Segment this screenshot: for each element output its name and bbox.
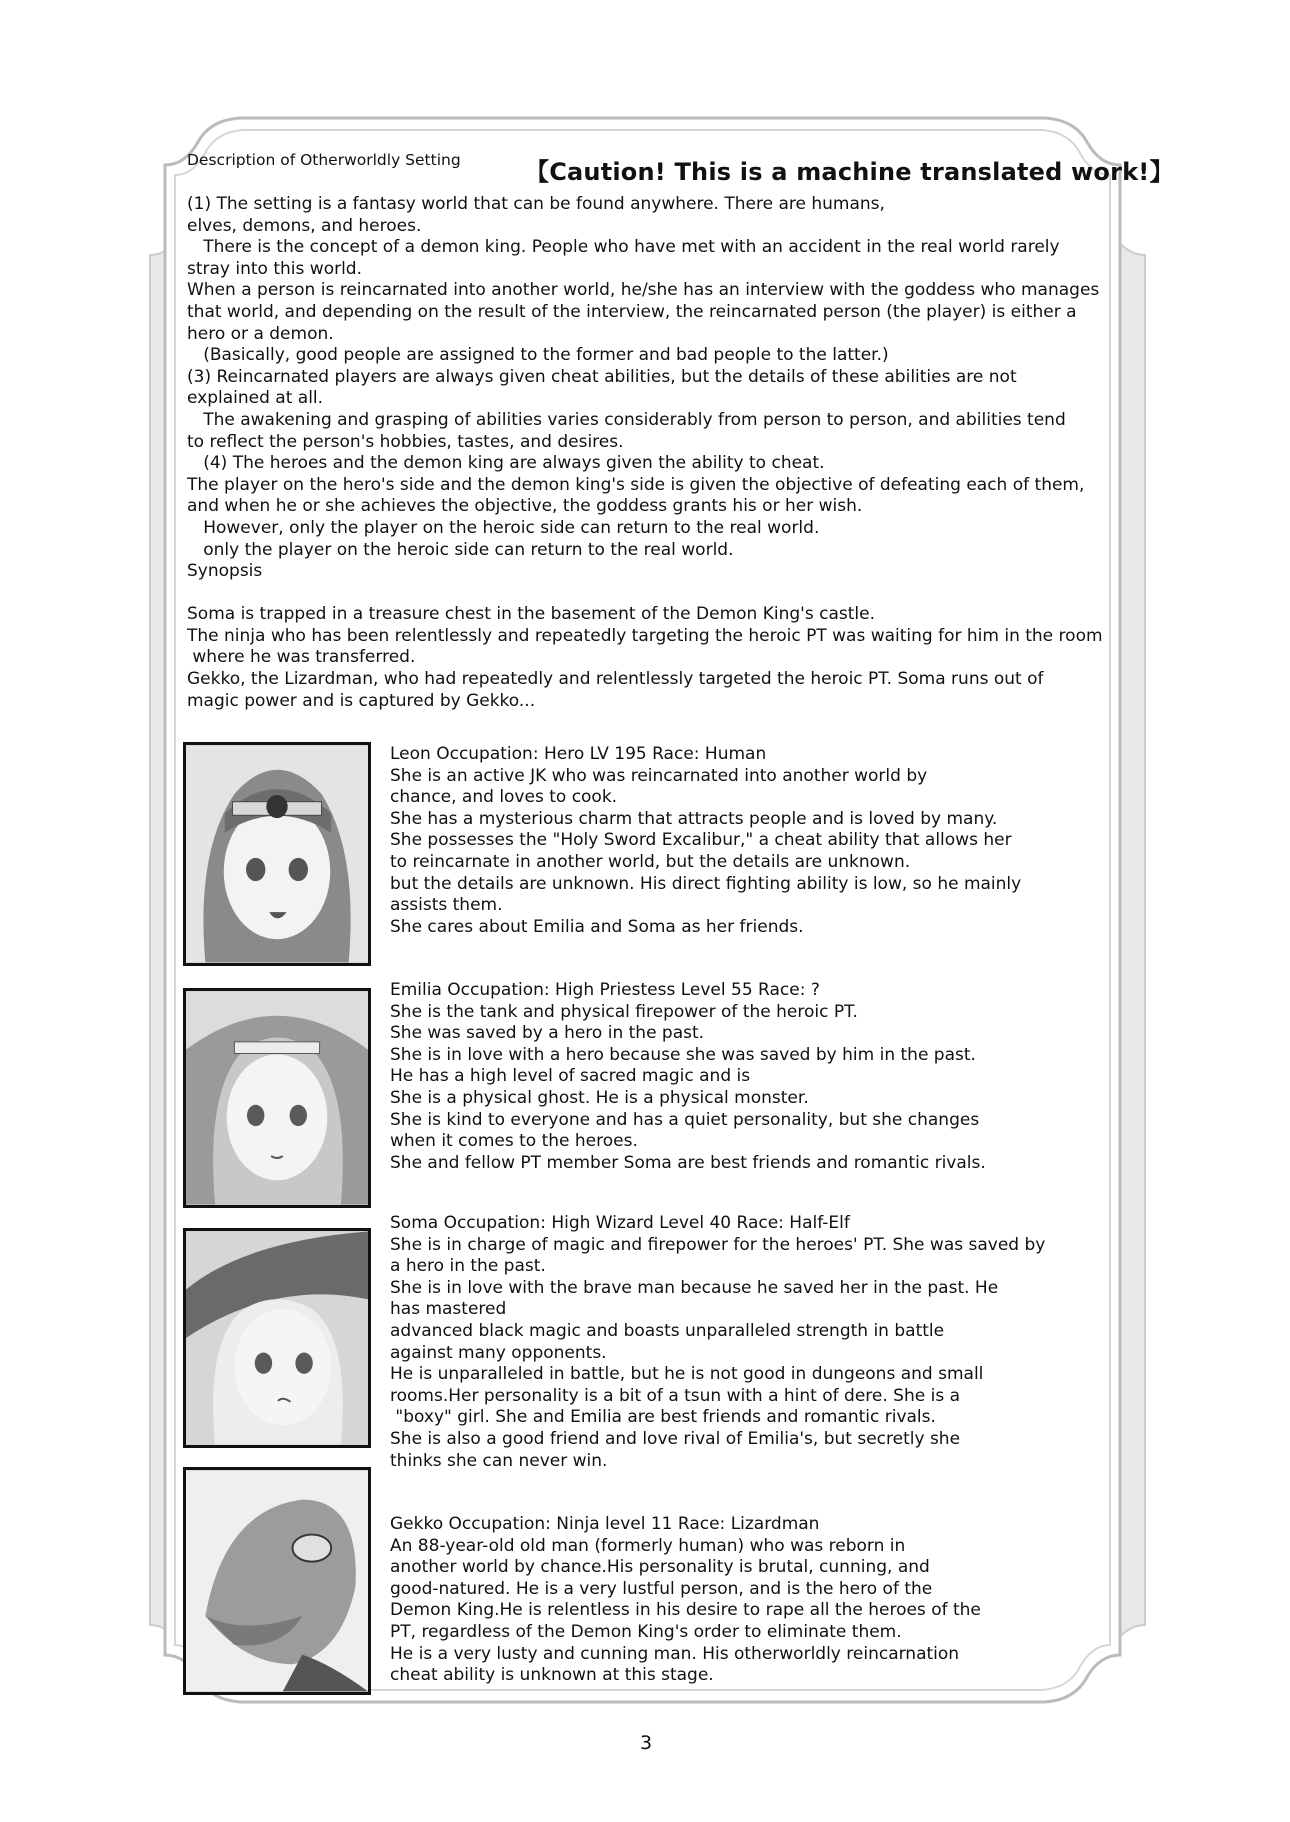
character-leon-line: assists them. <box>390 895 503 916</box>
caution-banner: 【Caution! This is a machine translated work!】 <box>525 158 1174 186</box>
character-emilia-line: He has a high level of sacred magic and is <box>390 1066 751 1087</box>
setting-line: magic power and is captured by Gekko... <box>187 690 536 711</box>
character-emilia-line: She and fellow PT member Soma are best friends and romantic rivals. <box>390 1152 986 1173</box>
setting-title: Description of Otherworldly Setting <box>187 151 461 169</box>
setting-line: only the player on the heroic side can return to the real world. <box>187 539 734 560</box>
setting-line: and when he or she achieves the objective, the goddess grants his or her wish. <box>187 496 863 517</box>
setting-line: Soma is trapped in a treasure chest in the basement of the Demon King's castle. <box>187 604 875 625</box>
character-leon-line: to reincarnate in another world, but the details are unknown. <box>390 851 911 872</box>
setting-line: The player on the hero's side and the demon king's side is given the objective of defeating each of them, <box>187 474 1085 495</box>
character-gekko-profile <box>390 1514 981 1687</box>
character-emilia-line: She was saved by a hero in the past. <box>390 1023 705 1044</box>
setting-line: (1) The setting is a fantasy world that can be found anywhere. There are humans, <box>187 194 885 214</box>
setting-line: explained at all. <box>187 388 324 409</box>
emilia-portrait <box>183 988 371 1208</box>
setting-line: There is the concept of a demon king. People who have met with an accident in the real world rarely <box>187 237 1060 258</box>
character-leon-line: but the details are unknown. His direct fighting ability is low, so he mainly <box>390 873 1022 894</box>
character-leon-line: She possesses the "Holy Sword Excalibur," a cheat ability that allows her <box>390 830 1012 851</box>
setting-line: that world, and depending on the result of the interview, the reincarnated person (the player) is either a <box>187 301 1077 322</box>
character-leon-line: Leon Occupation: Hero LV 195 Race: Human <box>390 744 767 764</box>
character-leon-line: She is an active JK who was reincarnated into another world by <box>390 765 928 786</box>
character-soma-line: advanced black magic and boasts unparalleled strength in battle <box>390 1320 945 1341</box>
character-emilia-line: She is a physical ghost. He is a physical monster. <box>390 1087 809 1108</box>
leon-portrait <box>183 742 371 966</box>
character-gekko-line: good-natured. He is a very lustful person, and is the hero of the <box>390 1578 933 1599</box>
character-soma-line: He is unparalleled in battle, but he is not good in dungeons and small <box>390 1364 984 1385</box>
character-gekko-line: An 88-year-old old man (formerly human) who was reborn in <box>390 1535 906 1556</box>
character-emilia-line: Emilia Occupation: High Priestess Level 55 Race: ? <box>390 980 820 1000</box>
setting-line: When a person is reincarnated into another world, he/she has an interview with the goddess who manages <box>187 280 1100 301</box>
setting-line: The awakening and grasping of abilities varies considerably from person to person, and abilities tend <box>187 409 1066 430</box>
character-soma-line: against many opponents. <box>390 1342 607 1363</box>
setting-line: (3) Reincarnated players are always given cheat abilities, but the details of these abilities are not <box>187 366 1017 387</box>
setting-description <box>187 194 1103 712</box>
gekko-portrait <box>183 1467 371 1695</box>
character-soma-line: "boxy" girl. She and Emilia are best friends and romantic rivals. <box>390 1407 936 1428</box>
character-soma-line: rooms.Her personality is a bit of a tsun with a hint of dere. She is a <box>390 1385 960 1406</box>
character-emilia-line: when it comes to the heroes. <box>390 1131 638 1152</box>
character-gekko-line: He is a very lusty and cunning man. His otherworldly reincarnation <box>390 1643 960 1664</box>
character-gekko-line: another world by chance.His personality is brutal, cunning, and <box>390 1557 930 1578</box>
setting-line: where he was transferred. <box>187 647 416 668</box>
character-soma-line: thinks she can never win. <box>390 1450 608 1471</box>
character-emilia-line: She is in love with a hero because she was saved by him in the past. <box>390 1044 976 1065</box>
character-emilia-line: She is the tank and physical firepower of the heroic PT. <box>390 1001 858 1022</box>
character-soma-line: Soma Occupation: High Wizard Level 40 Race: Half-Elf <box>390 1213 850 1233</box>
character-leon-profile <box>390 744 1021 938</box>
character-gekko-line: cheat ability is unknown at this stage. <box>390 1665 714 1686</box>
setting-line: The ninja who has been relentlessly and repeatedly targeting the heroic PT was waiting for him in the room <box>187 625 1103 646</box>
character-soma-line: She is in charge of magic and firepower for the heroes' PT. She was saved by <box>390 1234 1046 1255</box>
setting-line: However, only the player on the heroic side can return to the real world. <box>187 517 820 538</box>
character-leon-line: chance, and loves to cook. <box>390 787 618 808</box>
page-number: 3 <box>640 1732 653 1754</box>
setting-line: elves, demons, and heroes. <box>187 215 422 236</box>
character-leon-line: She cares about Emilia and Soma as her friends. <box>390 916 804 937</box>
character-gekko-line: Gekko Occupation: Ninja level 11 Race: Lizardman <box>390 1514 820 1534</box>
setting-line: to reflect the person's hobbies, tastes, and desires. <box>187 431 624 452</box>
setting-line: (Basically, good people are assigned to the former and bad people to the latter.) <box>187 345 889 366</box>
character-soma-profile <box>390 1213 1045 1472</box>
setting-line: Synopsis <box>187 561 263 582</box>
character-soma-line: a hero in the past. <box>390 1256 546 1277</box>
character-emilia-line: She is kind to everyone and has a quiet personality, but she changes <box>390 1109 980 1130</box>
setting-line: (4) The heroes and the demon king are always given the ability to cheat. <box>187 453 825 474</box>
character-soma-line: She is in love with the brave man because he saved her in the past. He <box>390 1277 999 1298</box>
character-gekko-line: Demon King.He is relentless in his desire to rape all the heroes of the <box>390 1600 981 1621</box>
soma-portrait <box>183 1228 371 1448</box>
setting-line: hero or a demon. <box>187 323 334 344</box>
character-gekko-line: PT, regardless of the Demon King's order to eliminate them. <box>390 1621 902 1642</box>
character-soma-line: She is also a good friend and love rival of Emilia's, but secretly she <box>390 1428 961 1449</box>
character-soma-line: has mastered <box>390 1299 507 1320</box>
character-emilia-profile <box>390 980 986 1174</box>
setting-line <box>187 583 1103 605</box>
character-leon-line: She has a mysterious charm that attracts people and is loved by many. <box>390 808 998 829</box>
setting-line: stray into this world. <box>187 258 362 279</box>
setting-line: Gekko, the Lizardman, who had repeatedly and relentlessly targeted the heroic PT. Soma runs out of <box>187 669 1044 690</box>
